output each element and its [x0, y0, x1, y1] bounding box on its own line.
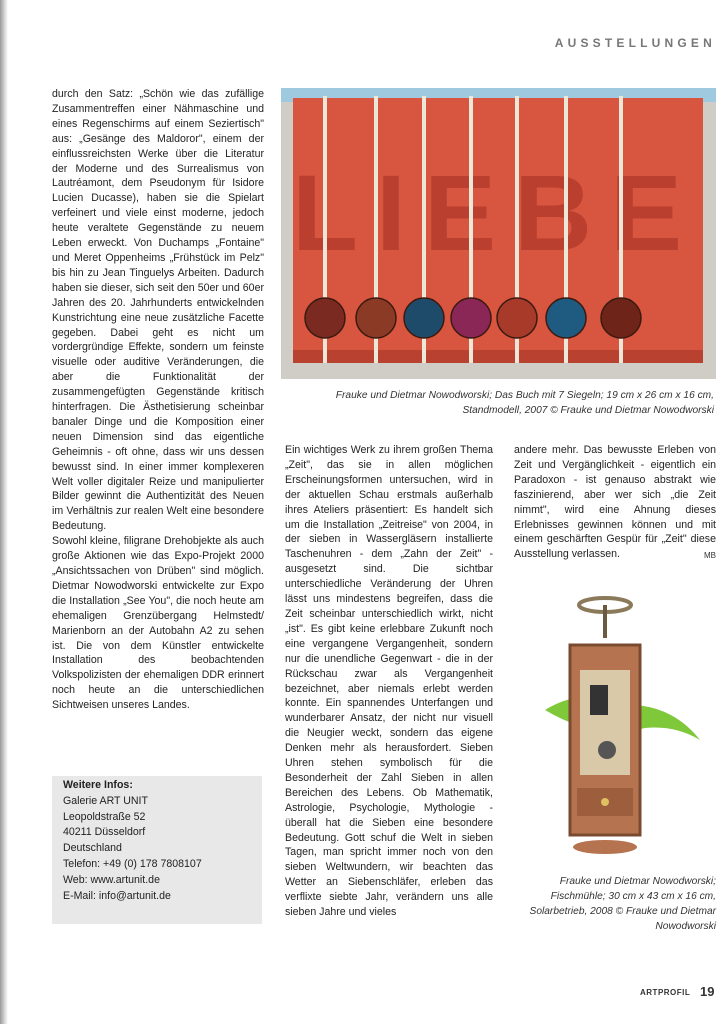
info-box — [52, 776, 262, 924]
wax-seal — [451, 298, 491, 338]
wax-seal — [305, 298, 345, 338]
paragraph: durch den Satz: „Schön wie das zufällige Zusammentreffen einer Nähmaschine und eines Regenschirms auf einem Seziertisch" aus: „Gesänge des Maldoror", einem der einflussreichsten Werke über die Literatur der Moderne und des Surrealismus von Lautréamont, dem Pseudonym für Isidore Lucien Ducasse), haben sie die Spielart verfeinert und viele einst moderne, jedoch heute veraltete Gegenstände zu neuem Leben erweckt. Von Duchamps „Fontaine" und Meret Oppenheims „Frühstück im Pelz" bis hin zu Jean Tinguelys Arbeiten. Dadurch haben sie dieser, sich seit den 50er und 60er Jahren des 20. Jahrhunderts entwickelnden Kunstrichtung eine neue zusätzliche Facette gegeben. Dabei geht es nicht um vordergründige Effekte, sondern um feinste visuelle oder auditive Veränderungen, die aber die Funktionalität der zusammengefügten Gegenstände kritisch hinterfragen. Die Ästhetisierung scheinbar banaler Dinge und die Komposition einer neuen Dimension sind das eigentliche Geheimnis - oft ohne, dass wir uns dessen bewusst sind. In einer immer komplexeren Welt voller digitaler Reize und manipulierter Bilder gewinnt die Authentizität des Neuen im Verhältnis zur realen Welt eine besondere Bedeutung. — [52, 88, 264, 533]
photo-fish-mill — [525, 590, 717, 865]
article-column-2 — [285, 443, 493, 920]
wax-seal — [601, 298, 641, 338]
liebe-lettering: LIEBE — [291, 152, 701, 273]
photo-book-seven-seals — [281, 88, 716, 379]
paragraph: Ein wichtiges Werk zu ihrem großen Thema „Zeit", das sie in allen möglichen Erscheinungsformen untersuchen, wird in der aktuellen Schau erstmals außerhalb ihres Ateliers präsentiert: Es handelt sich um die Installation „Zeitreise" von 2004, in der sieben in Wassergläsern installierte Taschenuhren - dem „Zahn der Zeit" - ausgesetzt sind. Die sichtbar unterschiedliche Veränderung der Uhren lässt uns mindestens begreifen, dass die Zeit scheinbar unterschiedlich wirkt, nicht „ist". Es gibt keine erlebbare Zukunft noch eine vergangene Vergangenheit, sondern nur die unendliche Gegenwart - die in der Rückschau zwar als Vergangenheit bezeichnet, aber niemals erlebt werden konnte. Ein spannendes Unterfangen und wunderbarer Ansatz, der nicht nur visuell die Neugier weckt, sondern das eigene Denken mehr als herausfordert. Sieben Uhren stehen symbolisch für die Besonderheit der Zahl Sieben in allen Bereichen des Lebens. Ob Mathematik, Astrologie, Psychologie, Mythologie - überall hat die Sieben eine besondere Bedeutung. Gott schuf die Welt in sieben Tagen, man spricht immer noch von den sieben Weltwundern, wir beachten das Wetter an Siebenschläfer, erleben das verflixte siebte Jahr, verändern uns alle sieben Jahre und vieles — [285, 444, 493, 919]
wax-seal — [497, 298, 537, 338]
gallery-web: Web: www.artunit.de — [63, 873, 160, 886]
photo2-caption: Frauke und Dietmar Nowodworski; Fischmühle; 30 cm x 43 cm x 16 cm, Solarbetrieb, 2008 © Frauke und Dietmar Nowodworski — [529, 876, 716, 932]
gallery-city: 40211 Düsseldorf — [63, 826, 146, 839]
article-column-1 — [52, 87, 264, 713]
author-initials: MB — [704, 551, 716, 561]
paragraph: andere mehr. Das bewusste Erleben von Zeit und Vergänglichkeit - eigentlich ein Paradoxon - ist genauso abstrakt wie faszinierend, aber wer sich „die Zeit nimmt", wird eine Ahnung dieses Erlebnisses gewinnen können und mit einem geschärften Gespür für „Zeit" diese Ausstellung verlassen. — [514, 444, 716, 561]
info-heading: Weitere Infos: — [63, 779, 133, 791]
section-header: AUSSTELLUNGEN — [554, 36, 716, 50]
wax-seal — [356, 298, 396, 338]
gallery-country: Deutschland — [63, 842, 122, 855]
gallery-street: Leopoldstraße 52 — [63, 810, 146, 823]
article-column-3 — [514, 443, 716, 564]
gallery-name: Galerie ART UNIT — [63, 794, 148, 807]
gallery-email: E-Mail: info@artunit.de — [63, 889, 171, 902]
fish-mill-artwork — [525, 590, 717, 865]
gallery-phone: Telefon: +49 (0) 178 7808107 — [63, 857, 202, 870]
wax-seal — [546, 298, 586, 338]
paragraph: Sowohl kleine, filigrane Drehobjekte als auch große Aktionen wie das Expo-Projekt 2000 „Ansichtssachen von Drüben" sind möglich. Dietmar Nowodworski entwickelte zur Expo die Installation „See You", die noch heute am ehemaligen Grenzübergang Helmstedt/ Marienborn an der Autobahn A2 zu sehen ist. Die von dem Künstler entwickelte Installation des beobachtenden Volkspolizisten der ehemaligen DDR erinnert noch heute an die unterschiedlichen Sichtweisen unseres Landes. — [52, 535, 264, 712]
photo1-caption: Frauke und Dietmar Nowodworski; Das Buch mit 7 Siegeln; 19 cm x 26 cm x 16 cm, Standmodell, 2007 © Frauke und Dietmar Nowodworski — [335, 390, 714, 416]
magazine-name: ARTPROFIL — [640, 988, 691, 997]
book-artwork — [281, 88, 716, 379]
page-binding-shadow — [0, 0, 8, 1024]
wax-seal — [404, 298, 444, 338]
page-number: 19 — [700, 984, 715, 999]
